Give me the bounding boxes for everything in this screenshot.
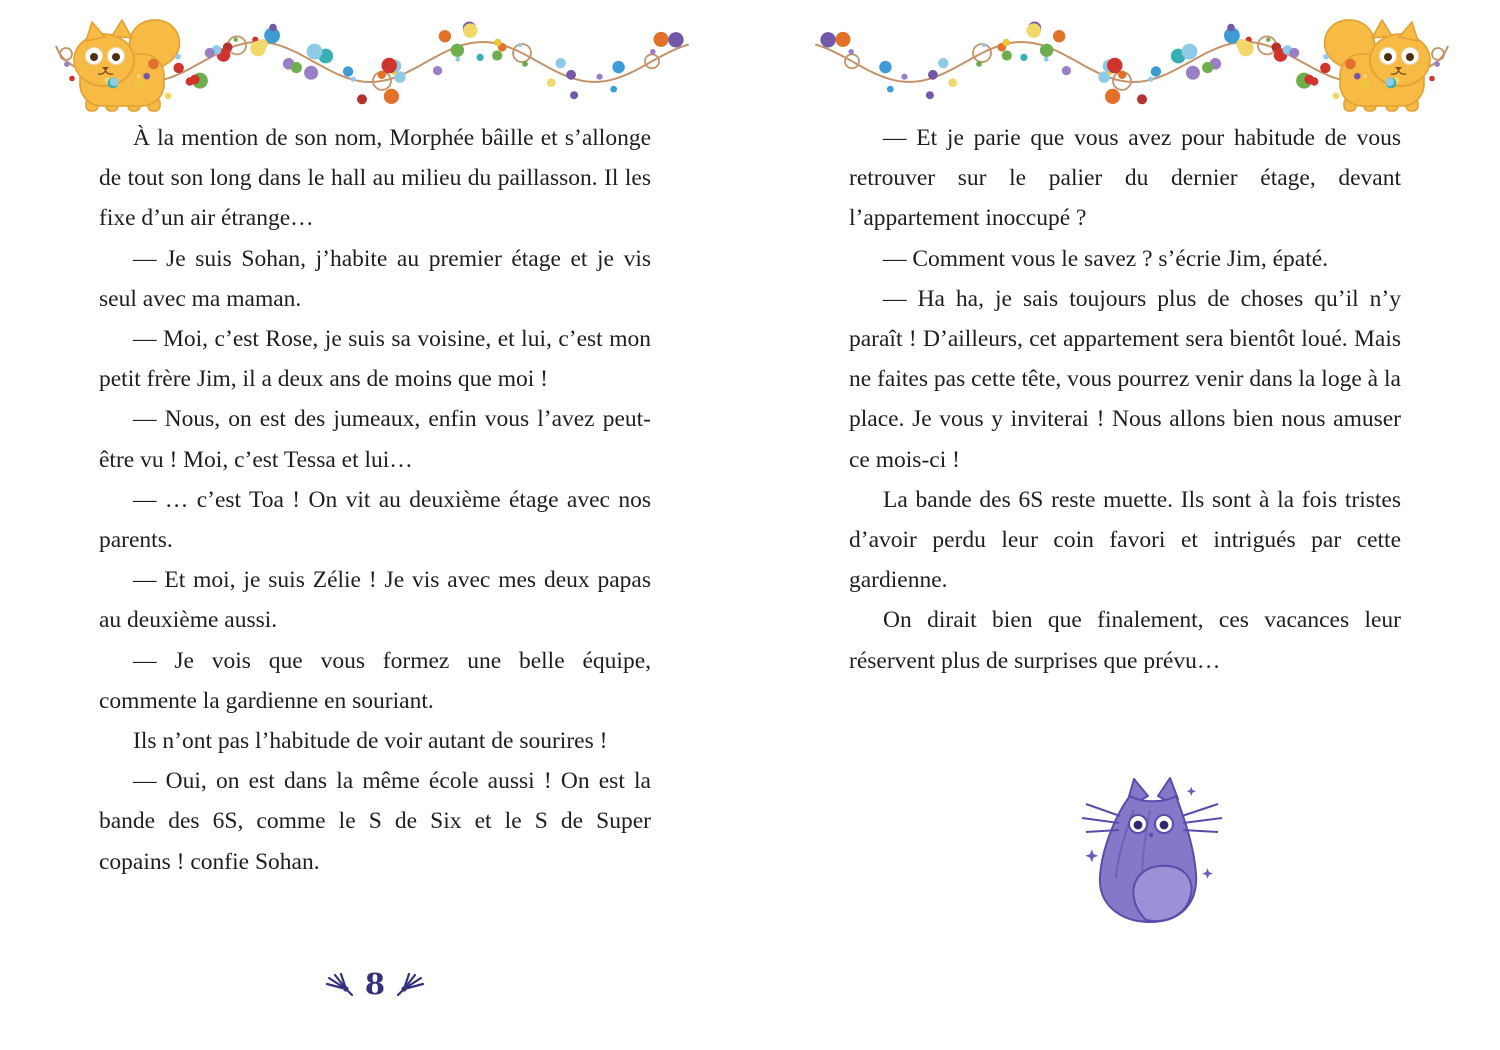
paragraph: La bande des 6S reste muette. Ils sont à la fois tristes d’avoir perdu leur coin favori et intrigués par cette gardienne. — [849, 486, 1401, 594]
page-number: 8 — [364, 967, 386, 1001]
cat-illustration — [74, 20, 179, 111]
paragraph: Ils n’ont pas l’habitude de voir autant de sourires ! — [133, 728, 608, 755]
paw-scratch-icon — [396, 973, 424, 997]
paw-scratch-icon — [326, 973, 354, 997]
paragraph: — … c’est Toa ! On vit au deuxième étage avec nos parents. — [99, 486, 651, 554]
left-page-text — [99, 118, 651, 882]
garland-cat-illustration-left — [52, 10, 692, 114]
paragraph: — Et je parie que vous avez pour habitude de vous retrouver sur le palier du dernier étage, devant l’appartement inoccupé ? — [849, 125, 1401, 232]
paragraph: — Ha ha, je sais toujours plus de choses qu’il n’y paraît ! D’ailleurs, cet appartement sera bientôt loué. Mais ne faites pas cette tête, vous pourrez venir dans la loge à la place. Je vous y inviterai ! Nous allons bien nous amuser ce mois-ci ! — [849, 285, 1401, 473]
paragraph: — Je suis Sohan, j’habite au premier étage et je vis seul avec ma maman. — [99, 245, 651, 312]
cat-tail — [1133, 866, 1191, 921]
paragraph: — Nous, on est des jumeaux, enfin vous l’avez peut-être vu ! Moi, c’est Tessa et lui… — [99, 406, 651, 473]
paragraph: On dirait bien que finalement, ces vacances leur réservent plus de surprises que prévu… — [849, 607, 1401, 674]
purple-cat-illustration — [1072, 770, 1232, 935]
cat-nose — [1149, 833, 1153, 837]
paragraph: — Oui, on est dans la même école aussi ! On est la bande des 6S, comme le S de Six et le S de Super copains ! confie Sohan. — [99, 768, 651, 875]
paragraph: — Comment vous le savez ? s’écrie Jim, épaté. — [883, 245, 1329, 272]
right-page-text — [849, 118, 1401, 681]
paragraph: — Moi, c’est Rose, je suis sa voisine, et lui, c’est mon petit frère Jim, il a deux ans de moins que moi ! — [99, 326, 651, 393]
paragraph: À la mention de son nom, Morphée bâille et s’allonge de tout son long dans le hall au milieu du paillasson. Il les fixe d’un air étrange… — [99, 125, 651, 232]
paragraph: — Et moi, je suis Zélie ! Je vis avec mes deux papas au deuxième aussi. — [99, 567, 651, 634]
garland-cat-illustration-right — [812, 10, 1452, 114]
cat-illustration — [1325, 20, 1430, 111]
paragraph: — Je vois que vous formez une belle équipe, commente la gardienne en souriant. — [99, 647, 651, 714]
page-footer — [99, 967, 651, 1001]
